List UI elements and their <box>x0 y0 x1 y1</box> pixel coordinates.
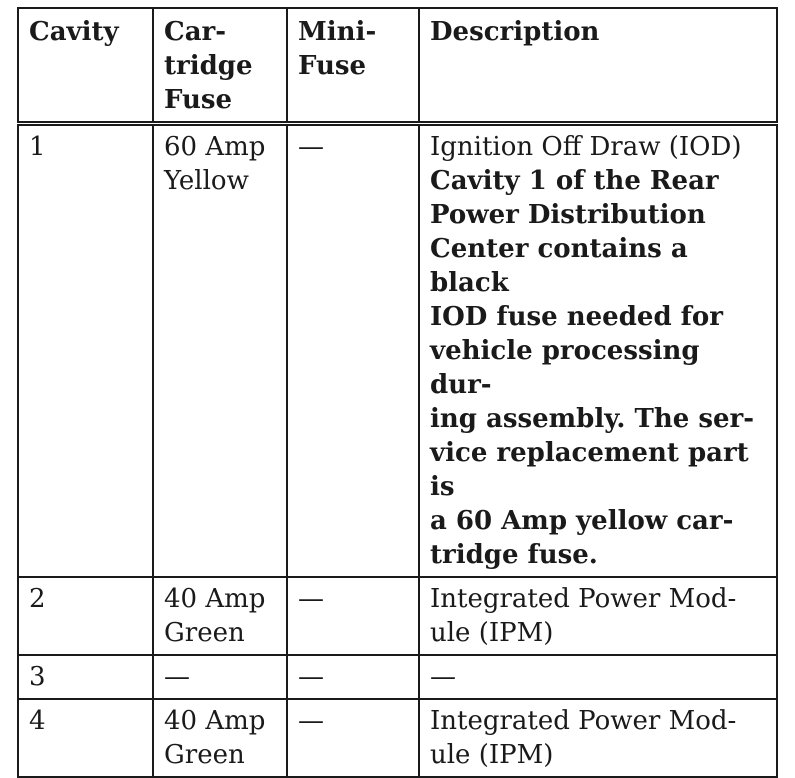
cartridge-line: Green <box>164 740 245 770</box>
table-row <box>18 577 777 655</box>
header-mini-line: Fuse <box>298 51 367 81</box>
note-line: ing assembly. The ser- <box>430 404 754 434</box>
cartridge-line: Yellow <box>164 166 249 196</box>
cartridge-cell <box>153 124 287 578</box>
cartridge-line: 40 Amp <box>164 584 266 614</box>
description-line: — <box>430 662 456 692</box>
header-cartridge-line: Car- <box>164 17 227 47</box>
table-header <box>18 8 777 124</box>
header-cavity <box>18 8 153 124</box>
cartridge-line: — <box>164 662 190 692</box>
table-row <box>18 124 777 578</box>
fuse-table <box>17 7 778 778</box>
description-line: Ignition Off Draw (IOD) <box>430 132 742 162</box>
description-line: ule (IPM) <box>430 618 554 648</box>
header-row <box>18 8 777 124</box>
table-body <box>18 124 777 778</box>
header-mini-line: Mini- <box>298 17 377 47</box>
table-row <box>18 699 777 777</box>
note-line: Center contains a black <box>430 234 688 298</box>
header-cartridge-fuse <box>153 8 287 124</box>
header-cartridge-line: Fuse <box>164 85 233 115</box>
description-line: Integrated Power Mod- <box>430 706 737 736</box>
description-cell <box>419 655 777 699</box>
cavity-cell: 3 <box>18 655 153 699</box>
mini-fuse-cell: — <box>287 655 419 699</box>
cartridge-cell <box>153 699 287 777</box>
header-mini-fuse <box>287 8 419 124</box>
note-line: IOD fuse needed for <box>430 302 723 332</box>
mini-fuse-cell: — <box>287 124 419 578</box>
cavity-cell: 4 <box>18 699 153 777</box>
cartridge-line: 60 Amp <box>164 132 266 162</box>
cartridge-cell <box>153 577 287 655</box>
note-line: tridge fuse. <box>430 540 598 570</box>
header-cartridge-line: tridge <box>164 51 253 81</box>
cavity-cell: 2 <box>18 577 153 655</box>
header-description <box>419 8 777 124</box>
description-line: Integrated Power Mod- <box>430 584 737 614</box>
cartridge-line: 40 Amp <box>164 706 266 736</box>
table-row <box>18 655 777 699</box>
mini-fuse-cell: — <box>287 699 419 777</box>
header-cavity-line: Cavity <box>29 17 119 47</box>
mini-fuse-cell: — <box>287 577 419 655</box>
cartridge-cell <box>153 655 287 699</box>
description-cell <box>419 124 777 578</box>
note-line: a 60 Amp yellow car- <box>430 506 734 536</box>
cartridge-line: Green <box>164 618 245 648</box>
note-line: Cavity 1 of the Rear <box>430 166 719 196</box>
header-description-line: Description <box>430 17 600 47</box>
cavity-cell: 1 <box>18 124 153 578</box>
description-line: ule (IPM) <box>430 740 554 770</box>
description-cell <box>419 577 777 655</box>
note-line: vice replacement part is <box>430 438 749 502</box>
description-cell <box>419 699 777 777</box>
note-line: vehicle processing dur- <box>430 336 700 400</box>
note-line: Power Distribution <box>430 200 706 230</box>
